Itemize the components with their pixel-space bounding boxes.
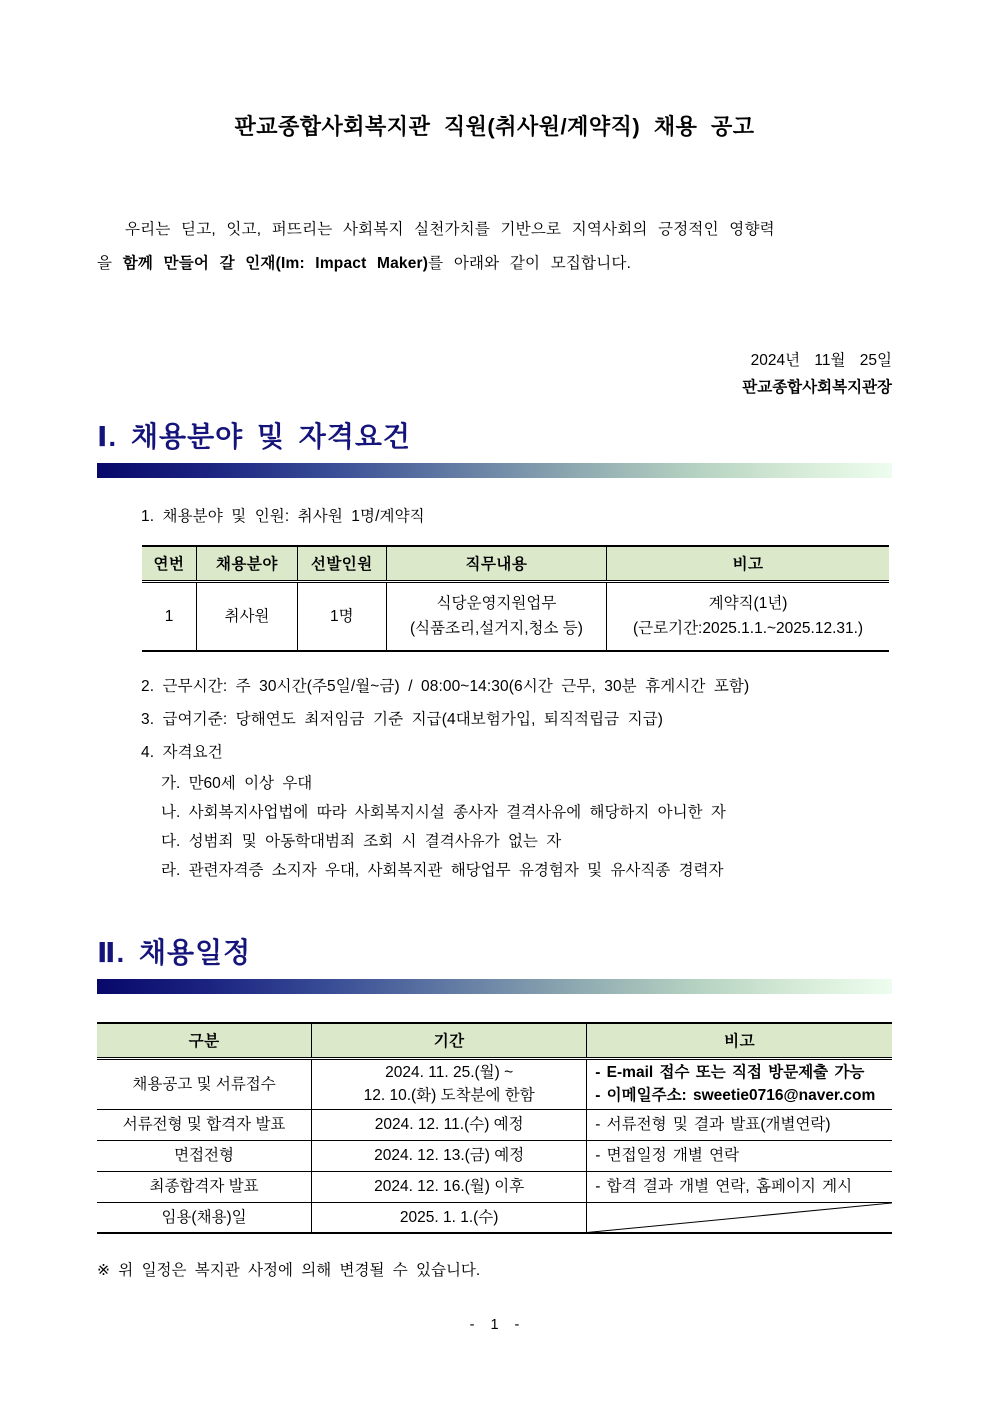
schedule-row-document-screening — [97, 1109, 892, 1140]
section-1-sub-item-na: 나. 사회복지사업법에 따라 사회복지시설 종사자 결격사유에 해당하지 아니한 자 — [161, 804, 726, 821]
intro-line-2-suffix: 를 아래와 같이 모집합니다. — [428, 255, 632, 272]
intro-paragraph — [97, 213, 892, 281]
section-1-heading: Ⅰ. 채용분야 및 자격요건 — [97, 421, 411, 452]
section-1-item-4: 4. 자격요건 — [141, 744, 223, 761]
section-2-gradient-bar — [97, 979, 892, 994]
schedule-period: 2024. 12. 13.(금) 예정 — [312, 1140, 587, 1171]
cell-duty-line-2: (식품조리,설거지,청소 등) — [409, 620, 583, 638]
schedule-period-line-2: 12. 10.(화) 도착분에 한함 — [363, 1087, 535, 1104]
section-1-item-1: 1. 채용분야 및 인원: 취사원 1명/계약직 — [141, 508, 425, 525]
section-1-item-3: 3. 급여기준: 당해연도 최저임금 기준 지급(4대보험가입, 퇴직적립금 지급) — [141, 711, 664, 728]
intro-line-2 — [97, 247, 892, 281]
schedule-period — [312, 1058, 587, 1109]
cell-note — [607, 581, 889, 651]
schedule-label: 서류전형 및 합격자 발표 — [97, 1109, 312, 1140]
schedule-label: 채용공고 및 서류접수 — [97, 1058, 312, 1109]
document-title: 판교종합사회복지관 직원(취사원/계약직) 채용 공고 — [234, 114, 755, 139]
cell-duty — [386, 581, 606, 651]
diagonal-line — [587, 1203, 892, 1233]
schedule-table — [97, 1022, 892, 1234]
cell-duty-line-1: 식당운영지원업무 — [436, 595, 557, 613]
schedule-remark-line-1: - E-mail 접수 또는 직접 방문제출 가능 — [595, 1064, 865, 1081]
schedule-row-application — [97, 1058, 892, 1109]
intro-line-1: 우리는 딛고, 잇고, 퍼뜨리는 사회복지 실천가치를 기반으로 지역사회의 긍정적인 영향력 — [125, 221, 775, 238]
section-1-item-2: 2. 근무시간: 주 30시간(주5일/월~금) / 08:00~14:30(6시간 근무, 30분 휴게시간 포함) — [141, 678, 750, 695]
section-1-gradient-bar — [97, 463, 892, 478]
section-1 — [97, 415, 892, 885]
col-header-note: 비고 — [607, 546, 889, 581]
page-content — [0, 110, 992, 1280]
schedule-period: 2024. 12. 16.(월) 이후 — [312, 1171, 587, 1202]
schedule-row-appointment — [97, 1202, 892, 1233]
col-header-category: 구분 — [97, 1023, 312, 1058]
cell-note-line-2: (근로기간:2025.1.1.~2025.12.31.) — [633, 620, 864, 638]
schedule-row-interview — [97, 1140, 892, 1171]
schedule-table-header — [97, 1023, 892, 1058]
cell-count: 1명 — [297, 581, 386, 651]
col-header-period: 기간 — [312, 1023, 587, 1058]
col-header-field: 채용분야 — [197, 546, 298, 581]
cell-field: 취사원 — [197, 581, 298, 651]
schedule-remark: - 면접일정 개별 연락 — [587, 1140, 892, 1171]
schedule-label: 임용(채용)일 — [97, 1202, 312, 1233]
schedule-remark: - 합격 결과 개별 연락, 홈페이지 게시 — [587, 1171, 892, 1202]
announcement-date: 2024년 11월 25일 — [750, 352, 892, 369]
schedule-footnote: ※ 위 일정은 복지관 사정에 의해 변경될 수 있습니다. — [97, 1262, 481, 1279]
col-header-duty: 직무내용 — [386, 546, 606, 581]
date-signature-block — [97, 347, 892, 401]
schedule-remark — [587, 1058, 892, 1109]
intro-line-2-prefix: 을 — [97, 255, 123, 272]
signature-title: 판교종합사회복지관장 — [742, 379, 892, 396]
schedule-remark-empty — [587, 1202, 892, 1233]
schedule-remark-line-2: - 이메일주소: sweetie0716@naver.com — [595, 1087, 876, 1104]
cell-note-line-1: 계약직(1년) — [708, 595, 788, 613]
table-row — [142, 581, 889, 651]
recruitment-field-table — [142, 545, 889, 652]
section-1-sub-item-ra: 라. 관련자격증 소지자 우대, 사회복지관 해당업무 유경험자 및 유사직종 경력자 — [161, 862, 724, 879]
schedule-period-line-1: 2024. 11. 25.(월) ~ — [385, 1064, 514, 1081]
section-2 — [97, 931, 892, 1280]
schedule-label: 최종합격자 발표 — [97, 1171, 312, 1202]
section-1-sub-item-da: 다. 성범죄 및 아동학대범죄 조회 시 결격사유가 없는 자 — [161, 833, 562, 850]
schedule-period: 2025. 1. 1.(수) — [312, 1202, 587, 1233]
schedule-row-final-result — [97, 1171, 892, 1202]
col-header-count: 선발인원 — [297, 546, 386, 581]
page-number: - 1 - — [469, 1317, 523, 1333]
col-header-no: 연번 — [142, 546, 197, 581]
schedule-label: 면접전형 — [97, 1140, 312, 1171]
intro-line-2-bold: 함께 만들어 갈 인재(Im: Impact Maker) — [122, 255, 429, 272]
col-header-remark: 비고 — [587, 1023, 892, 1058]
schedule-period: 2024. 12. 11.(수) 예정 — [312, 1109, 587, 1140]
cell-no: 1 — [142, 581, 197, 651]
section-2-heading: Ⅱ. 채용일정 — [97, 937, 252, 968]
section-1-sub-item-ga: 가. 만60세 이상 우대 — [161, 775, 313, 792]
recruitment-field-table-header — [142, 546, 889, 581]
schedule-remark: - 서류전형 및 결과 발표(개별연락) — [587, 1109, 892, 1140]
